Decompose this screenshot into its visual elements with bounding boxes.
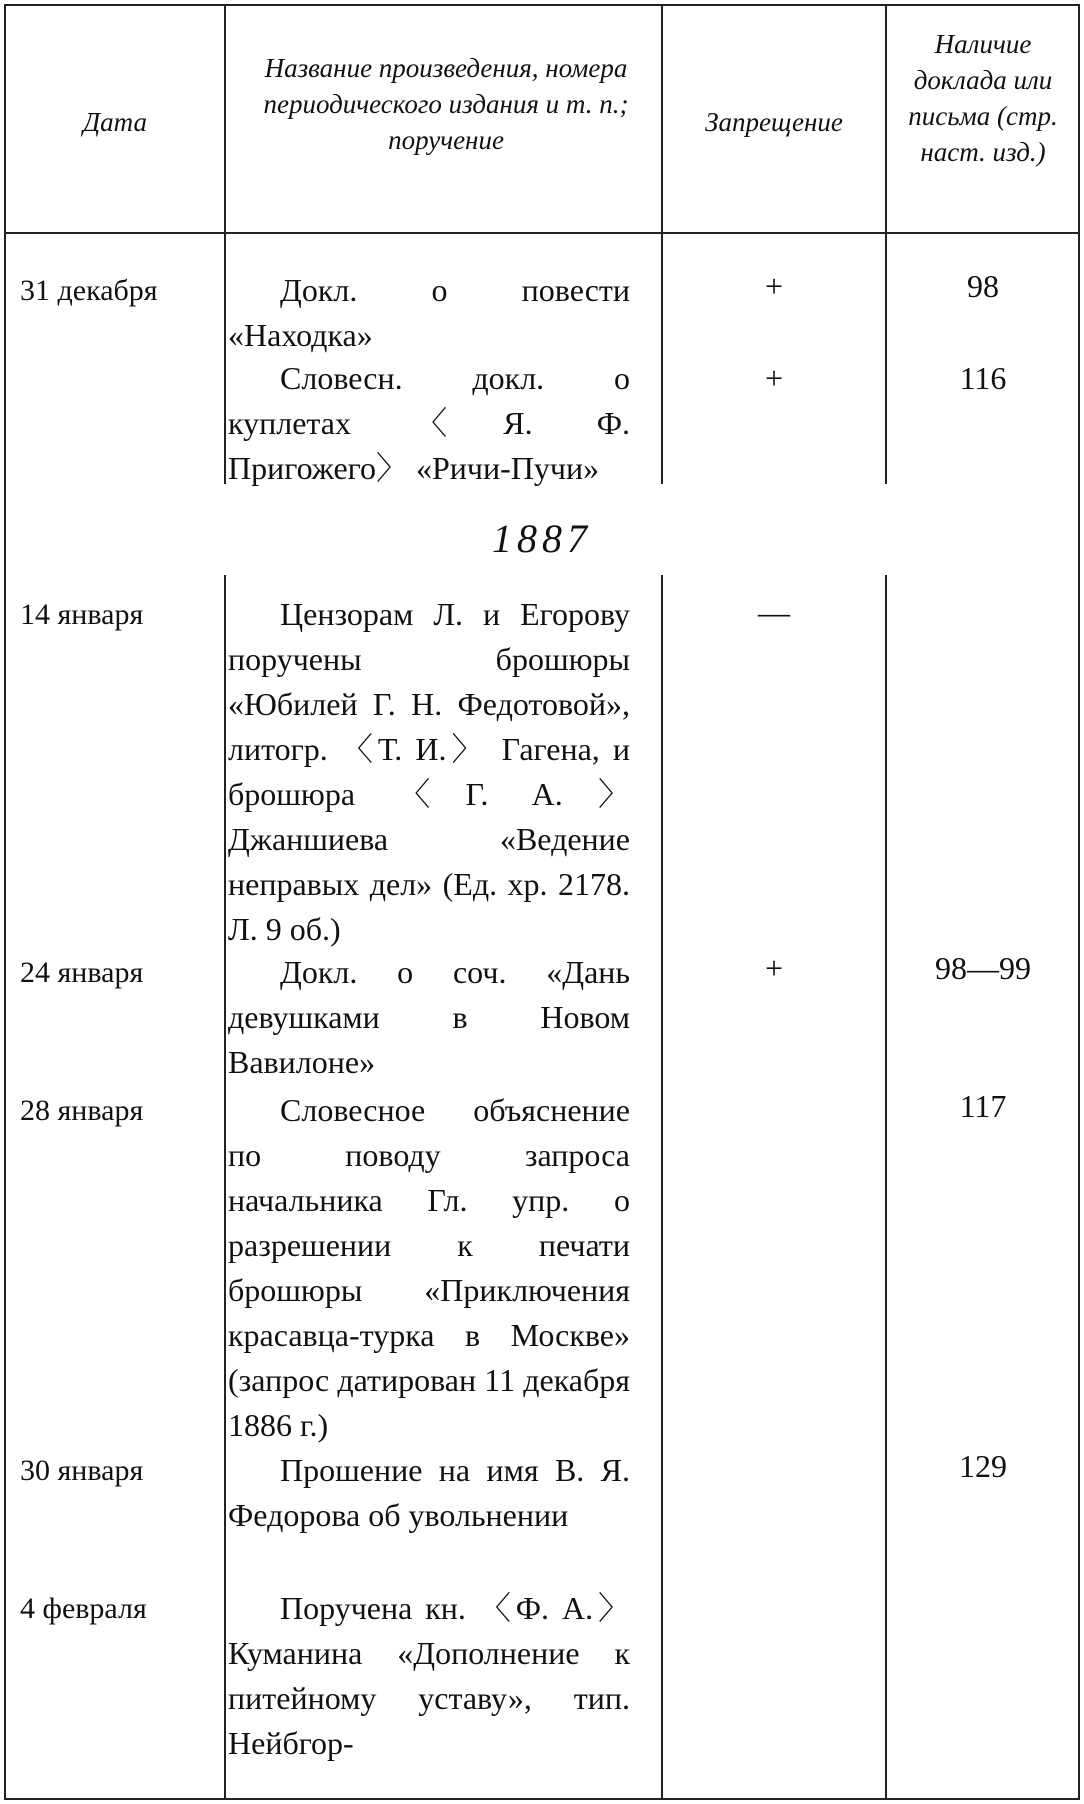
header-ref: Наличие доклада или письма (стр. наст. изд.) [908, 29, 1058, 167]
row-date: 14 января [20, 598, 144, 631]
table-top-border [4, 4, 1080, 6]
table-right-border [1078, 4, 1080, 1800]
row-title [228, 356, 630, 491]
header-bottom-border [4, 232, 1080, 234]
column-divider-1-top [224, 4, 226, 484]
row-title-text: Словесн. докл. о куплетах 〈Я. Ф. Пригожего〉 «Ричи-Пучи» [228, 360, 630, 486]
row-date: 28 января [20, 1094, 144, 1127]
row-title [228, 1448, 630, 1538]
row-date: 24 января [20, 956, 144, 989]
row-ban: + [764, 360, 784, 396]
row-ref: 116 [959, 360, 1007, 396]
row-date: 31 декабря [20, 274, 158, 307]
row-ban: + [764, 268, 784, 304]
row-ban: — [758, 594, 790, 630]
row-ref: 117 [959, 1088, 1007, 1124]
column-divider-3-bottom [885, 575, 887, 1800]
column-divider-1-bottom [224, 575, 226, 1800]
row-title-text: Прошение на имя В. Я. Федорова об увольнении [228, 1452, 630, 1533]
row-title-text: Докл. о повести «Находка» [228, 272, 630, 353]
column-divider-2-bottom [661, 575, 663, 1800]
row-title [228, 950, 630, 1085]
row-title [228, 268, 630, 358]
row-title-text: Цензорам Л. и Егорову поручены брошюры «Юбилей Г. Н. Федотовой», литогр. 〈Т. И.〉 Гагена, и брошюра 〈Г. А.〉 Джаншиева «Ведение неправых дел» (Ед. хр. 2178. Л. 9 об.) [228, 596, 630, 947]
table-bottom-border [4, 1798, 1080, 1800]
header-date: Дата [82, 107, 147, 137]
column-divider-2-top [661, 4, 663, 484]
row-title [228, 1586, 630, 1766]
row-title-text: Поручена кн. 〈Ф. А.〉 Куманина «Дополнение к питейному уставу», тип. Нейбгор- [228, 1590, 630, 1761]
header-ban: Запрещение [705, 107, 843, 137]
column-divider-3-top [885, 4, 887, 484]
row-title [228, 1088, 630, 1448]
row-ref: 98—99 [935, 950, 1031, 986]
row-title [228, 592, 630, 952]
row-ban: + [764, 950, 784, 986]
header-title: Название произведения, номера периодического издания и т. п.; поручение [263, 53, 629, 155]
table-left-border [4, 4, 6, 1800]
row-date: 30 января [20, 1454, 144, 1487]
row-date: 4 февраля [20, 1592, 147, 1625]
row-ref: 98 [967, 268, 999, 304]
row-title-text: Словесное объяснение по поводу запроса начальника Гл. упр. о разрешении к печати брошюры «Приключения красавца-турка в Москве» (запрос датирован 11 декабря 1886 г.) [228, 1092, 630, 1443]
row-title-text: Докл. о соч. «Дань девушками в Новом Вавилоне» [228, 954, 630, 1080]
year-heading: 1887 [492, 516, 592, 561]
row-ref: 129 [959, 1448, 1007, 1484]
